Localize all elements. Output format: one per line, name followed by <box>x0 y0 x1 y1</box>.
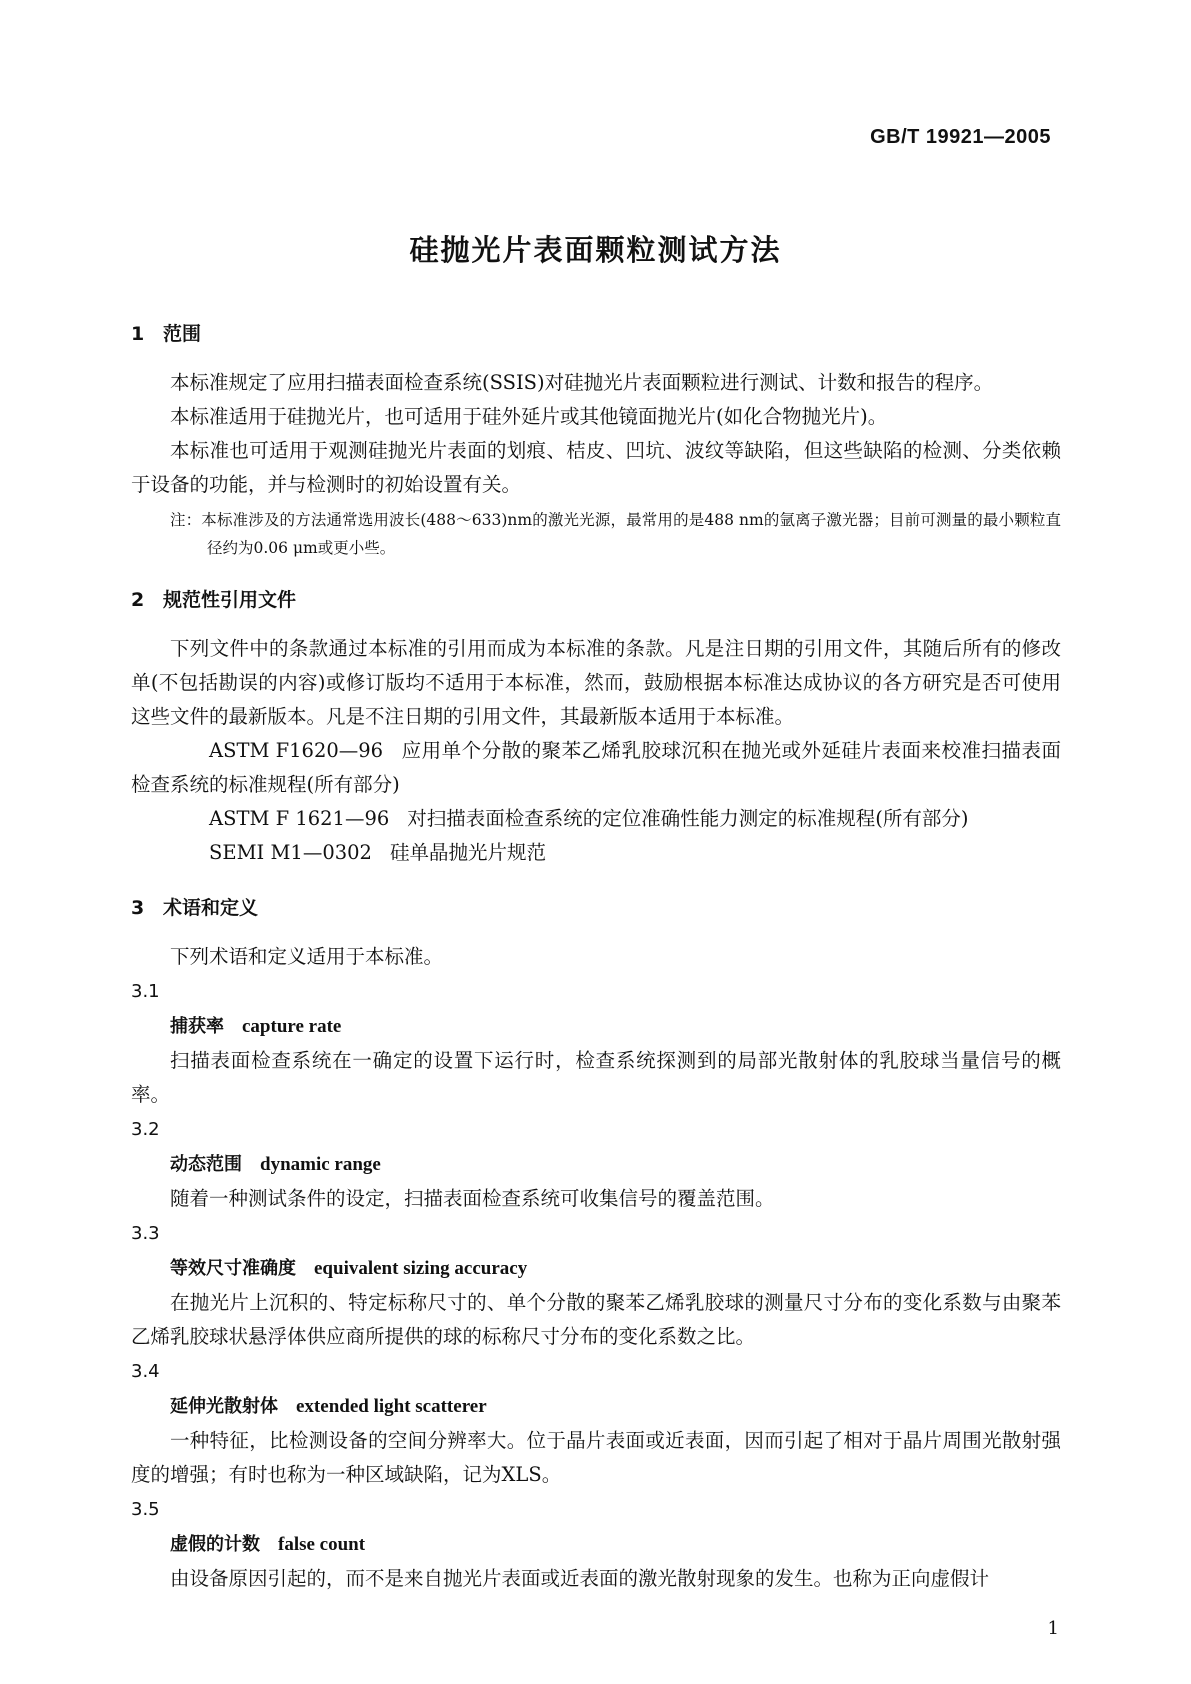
section-2-heading <box>131 582 1061 618</box>
term-number: 3.1 <box>131 981 160 1002</box>
term-definition: 扫描表面检查系统在一确定的设置下运行时，检查系统探测到的局部光散射体的乳胶球当量信号的概率。 <box>131 1049 1061 1106</box>
section-number: 1 <box>131 323 145 345</box>
term-definition: 随着一种测试条件的设定，扫描表面检查系统可收集信号的覆盖范围。 <box>170 1187 775 1210</box>
reference-item <box>131 836 1061 870</box>
page-number: 1 <box>1047 1618 1059 1639</box>
term-number: 3.2 <box>131 1119 160 1140</box>
section-number: 3 <box>131 897 145 919</box>
term-heading <box>170 1010 1061 1044</box>
term-definition: 由设备原因引起的，而不是来自抛光片表面或近表面的激光散射现象的发生。也称为正向虚假计 <box>170 1567 990 1590</box>
reference-item <box>131 802 1061 836</box>
note: 注：本标准涉及的方法通常选用波长(488～633)nm的激光光源，最常用的是488 nm的氩离子激光器；目前可测量的最小颗粒直径约为0.06 μm或更小些。 <box>170 511 1061 557</box>
term-number: 3.5 <box>131 1499 160 1520</box>
term-heading <box>170 1148 1061 1182</box>
term-number: 3.4 <box>131 1361 160 1382</box>
term-en: capture rate <box>242 1016 342 1037</box>
paragraph: 下列术语和定义适用于本标准。 <box>170 945 444 968</box>
section-title: 规范性引用文件 <box>163 589 297 611</box>
section-number: 2 <box>131 589 145 611</box>
term-cn: 等效尺寸准确度 <box>170 1258 296 1279</box>
reference-code: ASTM F 1621—96 <box>209 807 390 830</box>
term-heading <box>170 1390 1061 1424</box>
paragraph: 本标准规定了应用扫描表面检查系统(SSIS)对硅抛光片表面颗粒进行测试、计数和报告的程序。 <box>170 371 994 394</box>
section-1-heading <box>131 316 1061 352</box>
term-cn: 捕获率 <box>170 1016 224 1037</box>
reference-item <box>131 734 1061 802</box>
term-definition: 在抛光片上沉积的、特定标称尺寸的、单个分散的聚苯乙烯乳胶球的测量尺寸分布的变化系数与由聚苯乙烯乳胶球状悬浮体供应商所提供的球的标称尺寸分布的变化系数之比。 <box>131 1291 1061 1348</box>
reference-title: 对扫描表面检查系统的定位准确性能力测定的标准规程(所有部分) <box>407 807 969 830</box>
paragraph: 本标准也可适用于观测硅抛光片表面的划痕、桔皮、凹坑、波纹等缺陷，但这些缺陷的检测、分类依赖于设备的功能，并与检测时的初始设置有关。 <box>131 439 1061 496</box>
section-title: 范围 <box>163 323 202 345</box>
term-cn: 动态范围 <box>170 1154 242 1175</box>
term-definition: 一种特征，比检测设备的空间分辨率大。位于晶片表面或近表面，因而引起了相对于晶片周围光散射强度的增强；有时也称为一种区域缺陷，记为XLS。 <box>131 1429 1061 1486</box>
term-en: extended light scatterer <box>296 1396 487 1417</box>
document-title: 硅抛光片表面颗粒测试方法 <box>409 233 782 267</box>
section-3-heading <box>131 890 1061 926</box>
paragraph: 下列文件中的条款通过本标准的引用而成为本标准的条款。凡是注日期的引用文件，其随后所有的修改单(不包括勘误的内容)或修订版均不适用于本标准，然而，鼓励根据本标准达成协议的各方研究是否可使用这些文件的最新版本。凡是不注日期的引用文件，其最新版本适用于本标准。 <box>131 637 1061 728</box>
paragraph: 本标准适用于硅抛光片，也可适用于硅外延片或其他镜面抛光片(如化合物抛光片)。 <box>170 405 888 428</box>
term-heading <box>170 1252 1061 1286</box>
reference-title: 应用单个分散的聚苯乙烯乳胶球沉积在抛光或外延硅片表面来校准扫描表面检查系统的标准规程(所有部分) <box>131 739 1061 796</box>
term-en: false count <box>278 1534 366 1555</box>
document-body <box>131 316 1061 1596</box>
standard-code: GB/T 19921—2005 <box>870 126 1051 148</box>
reference-code: SEMI M1—0302 <box>209 841 372 864</box>
term-cn: 虚假的计数 <box>170 1534 260 1555</box>
section-title: 术语和定义 <box>163 897 259 919</box>
term-en: dynamic range <box>260 1154 381 1175</box>
reference-code: ASTM F1620—96 <box>209 739 384 762</box>
term-number: 3.3 <box>131 1223 160 1244</box>
term-heading <box>170 1528 1061 1562</box>
term-cn: 延伸光散射体 <box>170 1396 278 1417</box>
term-en: equivalent sizing accuracy <box>314 1258 528 1279</box>
reference-title: 硅单晶抛光片规范 <box>389 841 546 864</box>
